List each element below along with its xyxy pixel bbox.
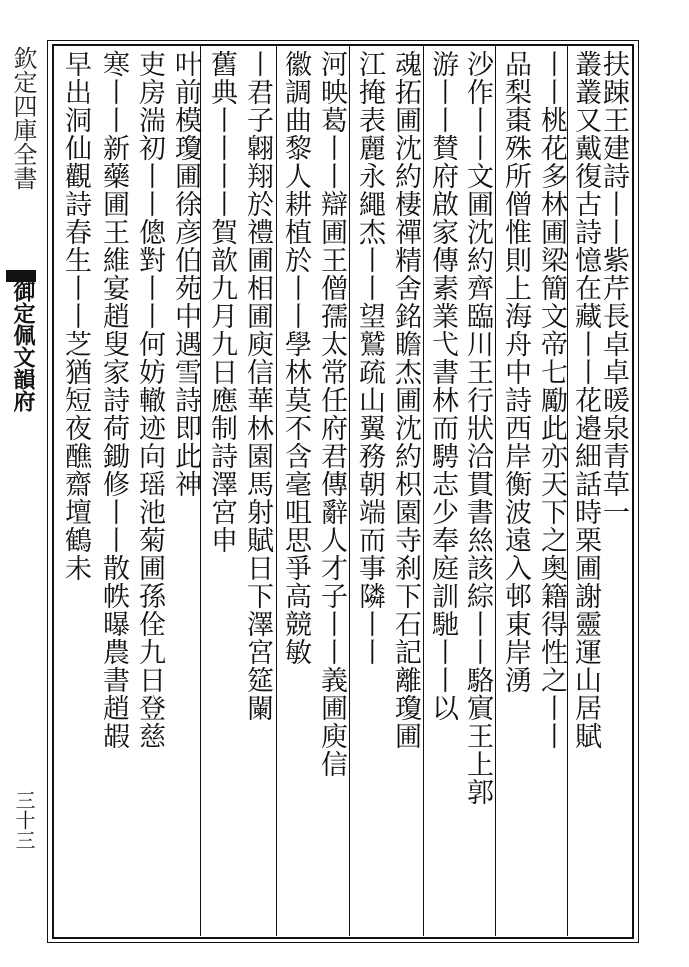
- page-number: 三十三: [12, 790, 36, 850]
- column-rule: [349, 46, 350, 936]
- column-rule: [423, 46, 424, 936]
- text-column: 游丨丨賛府啟家傳素業弋書林而騁志少奉庭訓馳丨丨以: [427, 50, 458, 722]
- text-column: 河映葛丨丨辯圃王僧孺太常任府君傳辭人才子丨丨義圃庾信: [316, 50, 347, 778]
- text-column: 叢叢又戴復古詩憶在藏丨丨花邉細話時栗圃謝靈運山居賦: [570, 50, 601, 750]
- text-column: 魂拓圃沈約棲禪精舍銘瞻杰圃沈約枳園寺刹下石記離瓊圃: [390, 50, 421, 750]
- text-column: 徽調曲黎人耕植於丨丨學林莫不含毫咀思爭高競敏: [280, 50, 311, 666]
- text-column: 早出洞仙觀詩春生丨丨芝猶短夜醮齋壇鶴未: [60, 50, 91, 582]
- column-rule: [276, 46, 277, 936]
- text-column: 丨君子翺翔於禮圃相圃庾信華林園馬射賦日下澤宮筵闌: [242, 50, 273, 722]
- column-rule: [495, 46, 496, 936]
- text-column: 吏房湍初丨丨傯對丨丨何妨轍迹向瑶池菊圃孫佺九日登慈: [134, 50, 165, 750]
- text-column: 丨丨桃花多林圃梁簡文帝七勵此亦天下之奥籍得性之丨丨: [536, 50, 567, 750]
- book-title: 御定佩文韻府: [10, 280, 36, 412]
- text-column: 叶前模瓊圃徐彦伯苑中遇雪詩即此神: [170, 50, 201, 498]
- text-column: 扶踈王建詩丨丨紫芹長卓卓暖泉青草一: [598, 50, 629, 526]
- text-column: 舊典丨丨丨丨賀歆九月九日應制詩澤宮申: [206, 50, 237, 554]
- text-column: 江掩表麗永繩杰丨丨望鷲疏山翼務朝端而事隣丨丨: [354, 50, 385, 666]
- text-column: 寒丨丨新藥圃王維宴趙叟家詩荷鋤修丨丨散帙曝農書趙嘏: [98, 50, 129, 750]
- book-top-label: 欽定四庫全書: [9, 46, 37, 190]
- text-column: 品梨棗殊所僧惟則上海舟中詩西岸衡波遠入邨東岸湧: [500, 50, 531, 694]
- text-column: 沙作丨丨文圃沈約齊臨川王行狀洽貫書𢇁該綜丨丨駱賔王上郭: [462, 50, 493, 806]
